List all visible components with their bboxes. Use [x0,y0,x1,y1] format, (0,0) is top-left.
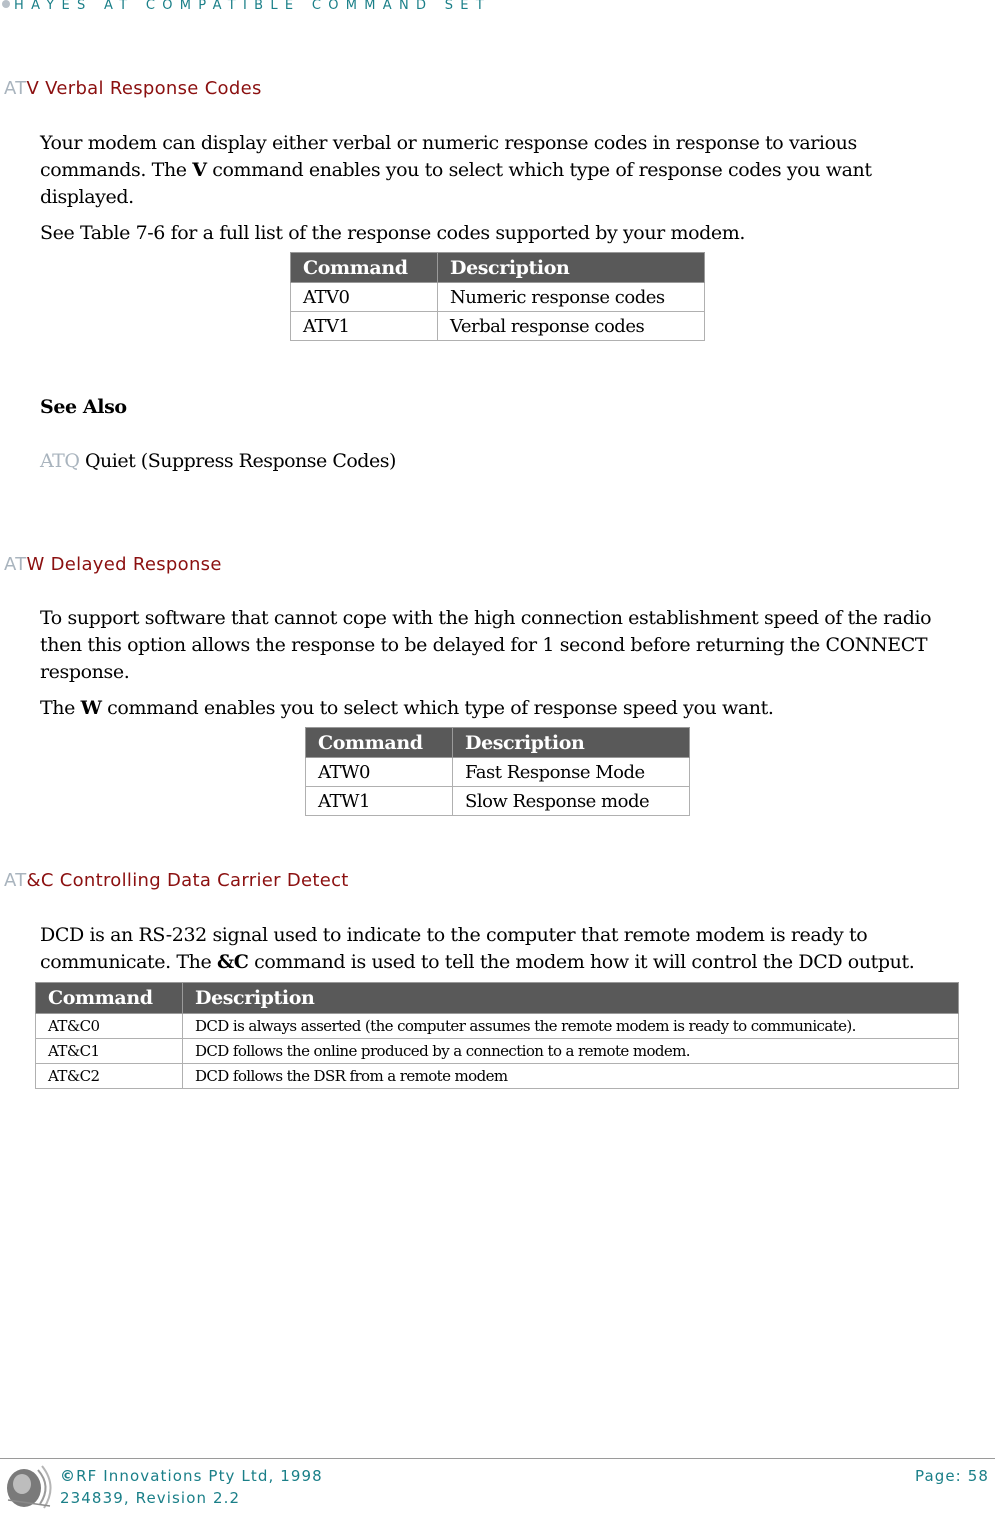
section-heading-atv: ATV Verbal Response Codes [4,78,262,99]
paragraph: The W command enables you to select which type of response speed you want. [40,697,774,719]
table-row: ATW1 Slow Response mode [306,787,690,816]
atw-table [305,727,690,816]
table-header-row: Command Description [291,253,705,283]
running-header [2,0,491,16]
table-header-row: Command Description [306,728,690,758]
table-row: AT&C0 DCD is always asserted (the computer assumes the remote modem is ready to communicate). [36,1014,959,1039]
company-logo-icon [2,1460,54,1512]
atc-table [35,982,959,1089]
footer-page-number: Page: 58 [914,1467,989,1485]
table-row: ATV1 Verbal response codes [291,312,705,341]
running-title: HAYES AT COMPATIBLE COMMAND SET [14,0,492,13]
footer-copyright: ©RF Innovations Pty Ltd, 1998 [60,1467,323,1485]
paragraph: Your modem can display either verbal or numeric response codes in response to various commands. The V command enables you to select which type of response codes you want displayed. [40,132,872,208]
footer-doc-number: 234839, Revision 2.2 [60,1489,241,1507]
section-heading-atw: ATW Delayed Response [4,554,222,575]
section-heading-atc: AT&C Controlling Data Carrier Detect [4,870,349,891]
see-also-item[interactable]: ATQ Quiet (Suppress Response Codes) [40,450,396,472]
table-header-row: Command Description [36,983,959,1014]
bullet-icon [2,0,10,8]
table-row: AT&C2 DCD follows the DSR from a remote modem [36,1064,959,1089]
table-row: ATV0 Numeric response codes [291,283,705,312]
see-also-label: See Also [40,396,127,418]
paragraph: To support software that cannot cope with the high connection establishment speed of the radio then this option allows the response to be delayed for 1 second before returning the CONNECT response. [40,607,932,683]
table-row: ATW0 Fast Response Mode [306,758,690,787]
paragraph: See Table 7-6 for a full list of the response codes supported by your modem. [40,222,746,244]
paragraph: DCD is an RS-232 signal used to indicate to the computer that remote modem is ready to communicate. The &C command is used to tell the modem how it will control the DCD output. [40,924,915,973]
table-row: AT&C1 DCD follows the online produced by a connection to a remote modem. [36,1039,959,1064]
atv-table [290,252,705,341]
footer-rule [0,1458,995,1459]
